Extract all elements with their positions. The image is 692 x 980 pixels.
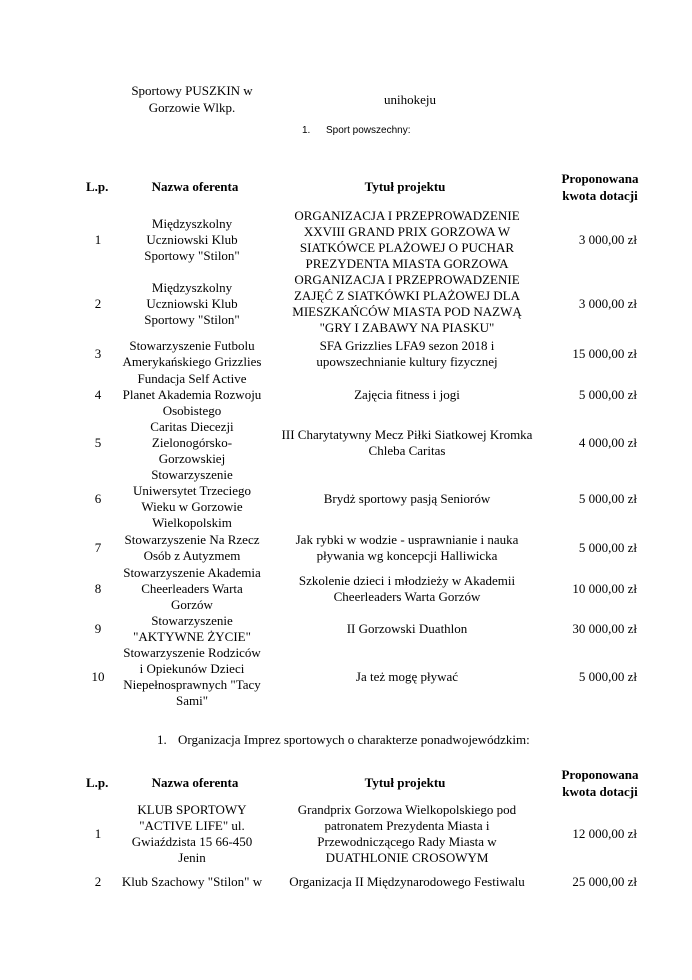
row-org-name: Caritas Diecezji Zielonogórsko- Gorzowskiej [150,419,234,466]
row-amount: 5 000,00 zł [578,540,637,555]
row-number: 7 [94,540,102,555]
row-number: 9 [94,621,102,636]
row-amount: 15 000,00 zł [572,346,637,361]
header-lp: L.p. [86,179,109,194]
row-org-name: Stowarzyszenie Uniwersytet Trzeciego Wieku w Gorzowie Wielkopolskim [132,467,252,530]
top-row-org: Sportowy PUSZKIN w Gorzowie Wlkp. [131,83,253,115]
row-number: 4 [94,387,102,402]
row-amount: 3 000,00 zł [578,232,637,247]
row-amount: 5 000,00 zł [578,669,637,684]
row-project-title: Zajęcia fitness i jogi [354,387,460,402]
header-title: Tytuł projektu [364,179,446,194]
row-org-name: Międzyszkolny Uczniowski Klub Sportowy "Stilon" [144,280,240,327]
row-org-name: Klub Szachowy "Stilon" w [121,874,263,889]
row-project-title: Ja też mogę pływać [355,669,459,684]
row-project-title: ORGANIZACJA I PRZEPROWADZENIE XXVIII GRAND PRIX GORZOWA W SIATKÓWCE PLAŻOWEJ O PUCHAR PREZYDENTA MIASTA GORZOWA [294,208,520,271]
row-project-title: Organizacja II Międzynarodowego Festiwalu [289,874,525,889]
section1-label: Sport powszechny: [326,125,411,136]
section2-label: Organizacja Imprez sportowych o charakterze ponadwojewódzkim: [178,732,530,747]
row-project-title: SFA Grizzlies LFA9 sezon 2018 i upowszechnianie kultury fizycznej [316,338,498,369]
row-number: 10 [91,669,105,684]
section1-marker: 1. [302,125,311,136]
section2-marker: 1. [157,732,167,747]
row-org-name: Stowarzyszenie "AKTYWNE ŻYCIE" [133,613,251,644]
row-amount: 25 000,00 zł [572,874,637,889]
row-org-name: Stowarzyszenie Akademia Cheerleaders Warta Gorzów [123,565,261,612]
header-amount: Proponowana kwota dotacji [561,171,639,203]
header-org: Nazwa oferenta [151,179,239,194]
header2-lp: L.p. [86,775,109,790]
row-project-title: ORGANIZACJA I PRZEPROWADZENIE ZAJĘĆ Z SIATKÓWKI PLAŻOWEJ DLA MIESZKAŃCÓW MIASTA POD NAZWĄ "GRY I ZABAWY NA PIASKU" [292,272,522,335]
row-number: 3 [94,346,102,361]
header2-amount: Proponowana kwota dotacji [561,767,639,799]
row-project-title: Szkolenie dzieci i młodzieży w Akademii Cheerleaders Warta Gorzów [298,573,516,604]
row-number: 8 [94,581,102,596]
row-number: 6 [94,491,102,506]
row-project-title: Jak rybki w wodzie - usprawnianie i nauka pływania wg koncepcji Halliwicka [295,532,519,563]
row-amount: 5 000,00 zł [578,491,637,506]
row-org-name: Międzyszkolny Uczniowski Klub Sportowy "Stilon" [144,216,240,263]
row-amount: 12 000,00 zł [572,826,637,841]
row-org-name: KLUB SPORTOWY "ACTIVE LIFE" ul. Gwiaździsta 15 66-450 Jenin [131,802,253,865]
row-number: 1 [94,232,102,247]
row-org-name: Stowarzyszenie Rodziców i Opiekunów Dzieci Niepełnosprawnych "Tacy Sami" [123,645,261,708]
top-row-title: unihokeju [384,92,436,107]
row-amount: 5 000,00 zł [578,387,637,402]
row-org-name: Stowarzyszenie Futbolu Amerykańskiego Grizzlies [122,338,262,369]
row-number: 5 [94,435,102,450]
row-project-title: Grandprix Gorzowa Wielkopolskiego pod patronatem Prezydenta Miasta i Przewodniczącego Rady Miasta w DUATHLONIE CROSOWYM [297,802,517,865]
row-project-title: Brydż sportowy pasją Seniorów [323,491,491,506]
header2-org: Nazwa oferenta [151,775,239,790]
row-amount: 30 000,00 zł [572,621,637,636]
row-amount: 3 000,00 zł [578,296,637,311]
row-org-name: Stowarzyszenie Na Rzecz Osób z Autyzmem [124,532,260,563]
row-project-title: III Charytatywny Mecz Piłki Siatkowej Kromka Chleba Caritas [281,427,533,458]
row-amount: 4 000,00 zł [578,435,637,450]
row-project-title: II Gorzowski Duathlon [346,621,468,636]
row-number: 2 [94,874,102,889]
row-org-name: Fundacja Self Active Planet Akademia Rozwoju Osobistego [122,371,262,418]
row-amount: 10 000,00 zł [572,581,637,596]
row-number: 1 [94,826,102,841]
row-number: 2 [94,296,102,311]
header2-title: Tytuł projektu [364,775,446,790]
